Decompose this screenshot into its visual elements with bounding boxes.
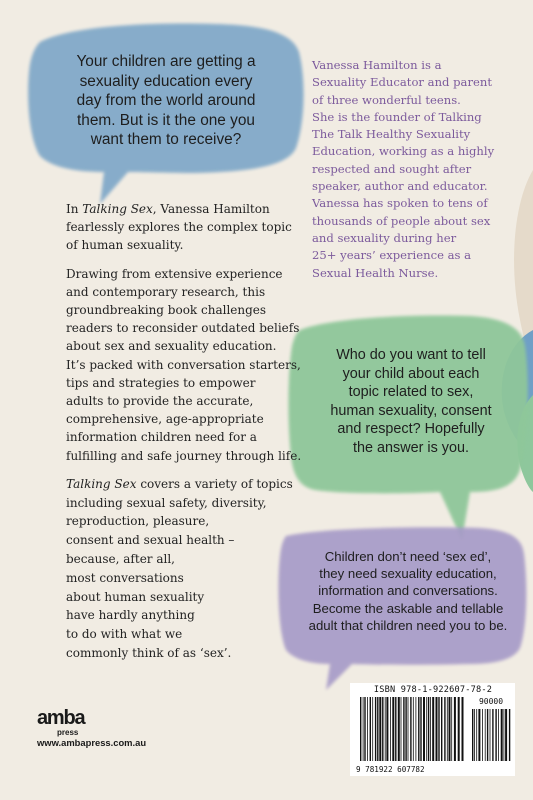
blurb-text: have hardly anything	[66, 608, 195, 623]
blurb-text: including sexual safety, diversity,	[66, 495, 267, 510]
bubble-green-line: the answer is you.	[353, 439, 469, 456]
isbn-barcode	[350, 683, 515, 776]
author-bio	[312, 57, 520, 282]
author-bio-line: 25+ years’ experience as a	[312, 248, 472, 263]
blurb-text: to do with what we	[66, 627, 183, 642]
author-bio-line: speaker, author and educator.	[312, 179, 488, 194]
bubble-blue-line: day from the world around	[76, 92, 256, 109]
blurb-text: adults to provide the accurate,	[66, 394, 254, 409]
author-bio-line: She is the founder of Talking	[312, 109, 482, 124]
blurb-text: Drawing from extensive experience	[66, 266, 283, 281]
blurb-text: and contemporary research, this	[66, 284, 266, 299]
barcode-bars	[350, 683, 515, 776]
blurb-text: fulfilling and safe journey through life.	[66, 448, 302, 463]
isbn-text: ISBN 978-1-922607-78-2	[373, 685, 493, 695]
bubble-blue-line: them. But is it the one you	[77, 111, 255, 129]
blurb-text: because, after all,	[66, 552, 175, 567]
book-title: Talking Sex	[82, 202, 153, 216]
bubble-purple-line: adult that children need you to be.	[308, 617, 508, 633]
blurb-text: covers a variety of topics	[136, 476, 293, 491]
bubble-green-text	[305, 346, 517, 457]
blurb-text: about human sexuality	[66, 589, 205, 604]
book-title: Talking Sex	[66, 476, 137, 491]
bubble-blue-line: want them to receive?	[90, 131, 242, 148]
blurb-text: about sex and sexuality education.	[66, 339, 277, 354]
publisher-logo-sub: press	[57, 728, 79, 737]
bubble-purple-text	[296, 548, 520, 634]
blurb-text: , Vanessa Hamilton	[152, 202, 270, 216]
bubble-green-line: and respect? Hopefully	[337, 421, 485, 437]
bubble-blue-line: sexuality education every	[79, 72, 253, 90]
blurb-text: In	[66, 202, 83, 216]
author-bio-line: Vanessa Hamilton is a	[312, 58, 442, 72]
blurb-paragraph-2	[66, 265, 306, 465]
author-bio-line: Vanessa has spoken to tens of	[312, 196, 488, 211]
blurb-text: consent and sexual health –	[66, 533, 235, 548]
blurb	[66, 200, 306, 673]
blurb-text: fearlessly explores the complex topic	[66, 220, 292, 235]
blurb-paragraph-3	[66, 475, 306, 663]
publisher-logo-mark: amba	[37, 707, 85, 729]
author-bio-line: Sexuality Educator and parent	[312, 75, 493, 90]
blurb-text: comprehensive, age-appropriate	[66, 412, 264, 427]
author-bio-line: and sexuality during her	[312, 230, 457, 245]
author-bio-line: respected and sought after	[312, 161, 472, 176]
bubble-blue-line: Your children are getting a	[76, 53, 256, 70]
barcode-addon-number: 90000	[478, 697, 504, 706]
author-bio-line: Sexual Health Nurse.	[312, 265, 439, 280]
bubble-purple-line: information and conversations.	[318, 583, 498, 599]
publisher-logo	[37, 708, 107, 738]
bubble-purple-line: Become the askable and tellable	[312, 600, 504, 616]
bubble-green-line: human sexuality, consent	[330, 402, 492, 419]
bubble-green-line: your child about each	[342, 365, 480, 382]
author-bio-line: The Talk Healthy Sexuality	[312, 127, 471, 142]
blurb-text: groundbreaking book challenges	[66, 303, 267, 318]
blurb-text: readers to reconsider outdated beliefs	[66, 321, 300, 336]
blurb-text: It’s packed with conversation starters,	[66, 357, 301, 372]
blurb-text: reproduction, pleasure,	[66, 514, 210, 529]
bubble-purple-line: they need sexuality education,	[319, 566, 497, 582]
author-bio-line: of three wonderful teens.	[312, 92, 461, 107]
blurb-text: tips and strategies to empower	[66, 375, 256, 390]
bubble-purple-line: Children don’t need ‘sex ed’,	[324, 549, 492, 564]
publisher-website: www.ambapress.com.au	[37, 737, 147, 748]
blurb-text: information children need for a	[66, 430, 257, 445]
blurb-paragraph-1	[66, 200, 306, 255]
bubble-green-line: topic related to sex,	[348, 384, 474, 400]
blurb-text: of human sexuality.	[66, 238, 184, 253]
author-bio-line: Education, working as a highly	[312, 144, 495, 159]
barcode-digits: 9 781922 607782	[356, 765, 425, 774]
bubble-green-line: Who do you want to tell	[336, 347, 486, 363]
blurb-text: most conversations	[66, 570, 184, 585]
blurb-text: commonly think of as ‘sex’.	[66, 646, 232, 661]
bubble-blue-text	[48, 52, 284, 150]
author-bio-line: thousands of people about sex	[312, 213, 491, 228]
